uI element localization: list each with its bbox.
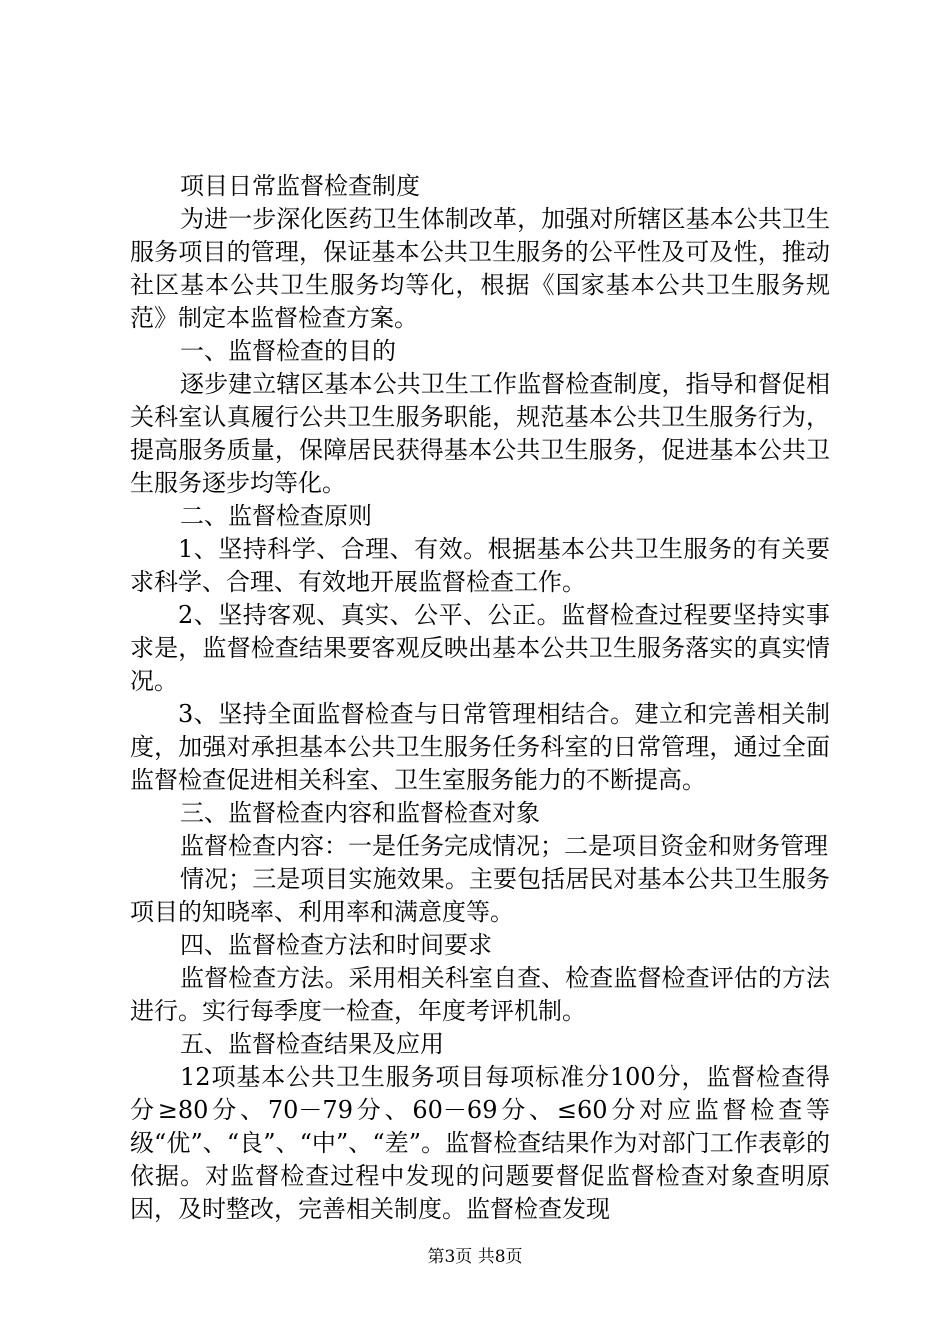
paragraph-principle-2: 2、坚持客观、真实、公平、公正。监督检查过程要坚持实事求是，监督检查结果要客观反映出基本公共卫生服务落实的真实情况。 <box>130 601 830 695</box>
paragraph-content-2: 情况；三是项目实施效果。主要包括居民对基本公共卫生服务项目的知晓率、利用率和满意度等。 <box>130 865 830 926</box>
paragraph-content-1: 监督检查内容：一是任务完成情况；二是项目资金和财务管理 <box>180 832 828 860</box>
page-footer: 第3页 共8页 <box>427 1247 523 1267</box>
document-title: 项目日常监督检查制度 <box>180 172 420 200</box>
paragraph-methods: 监督检查方法。采用相关科室自查、检查监督检查评估的方法进行。实行每季度一检查，年度考评机制。 <box>130 964 830 1025</box>
paragraph-intro: 为进一步深化医药卫生体制改革，加强对所辖区基本公共卫生服务项目的管理，保证基本公共卫生服务的公平性及可及性，推动社区基本公共卫生服务均等化，根据《国家基本公共卫生服务规范》制定本监督检查方案。 <box>130 205 830 332</box>
document-body <box>130 170 830 1226</box>
heading-principles: 二、监督检查原则 <box>180 502 372 530</box>
heading-methods: 四、监督检查方法和时间要求 <box>180 931 492 959</box>
heading-content-objects: 三、监督检查内容和监督检查对象 <box>180 799 540 827</box>
paragraph-principle-1: 1、坚持科学、合理、有效。根据基本公共卫生服务的有关要求科学、合理、有效地开展监督检查工作。 <box>130 535 830 596</box>
heading-purpose: 一、监督检查的目的 <box>180 337 396 365</box>
paragraph-purpose: 逐步建立辖区基本公共卫生工作监督检查制度，指导和督促相关科室认真履行公共卫生服务职能，规范基本公共卫生服务行为，提高服务质量，保障居民获得基本公共卫生服务，促进基本公共卫生服务逐步均等化。 <box>130 370 830 497</box>
paragraph-principle-3: 3、坚持全面监督检查与日常管理相结合。建立和完善相关制度，加强对承担基本公共卫生服务任务科室的日常管理，通过全面监督检查促进相关科室、卫生室服务能力的不断提高。 <box>130 700 830 794</box>
paragraph-results: 12项基本公共卫生服务项目每项标准分100分，监督检查得分≥80分、70－79分、60－69分、≤60分对应监督检查等级“优”、“良”、“中”、“差”。监督检查结果作为对部门工作表彰的依据。对监督检查过程中发现的问题要督促监督检查对象查明原因，及时整改，完善相关制度。监督检查发现 <box>130 1063 830 1223</box>
heading-results: 五、监督检查结果及应用 <box>180 1030 444 1058</box>
